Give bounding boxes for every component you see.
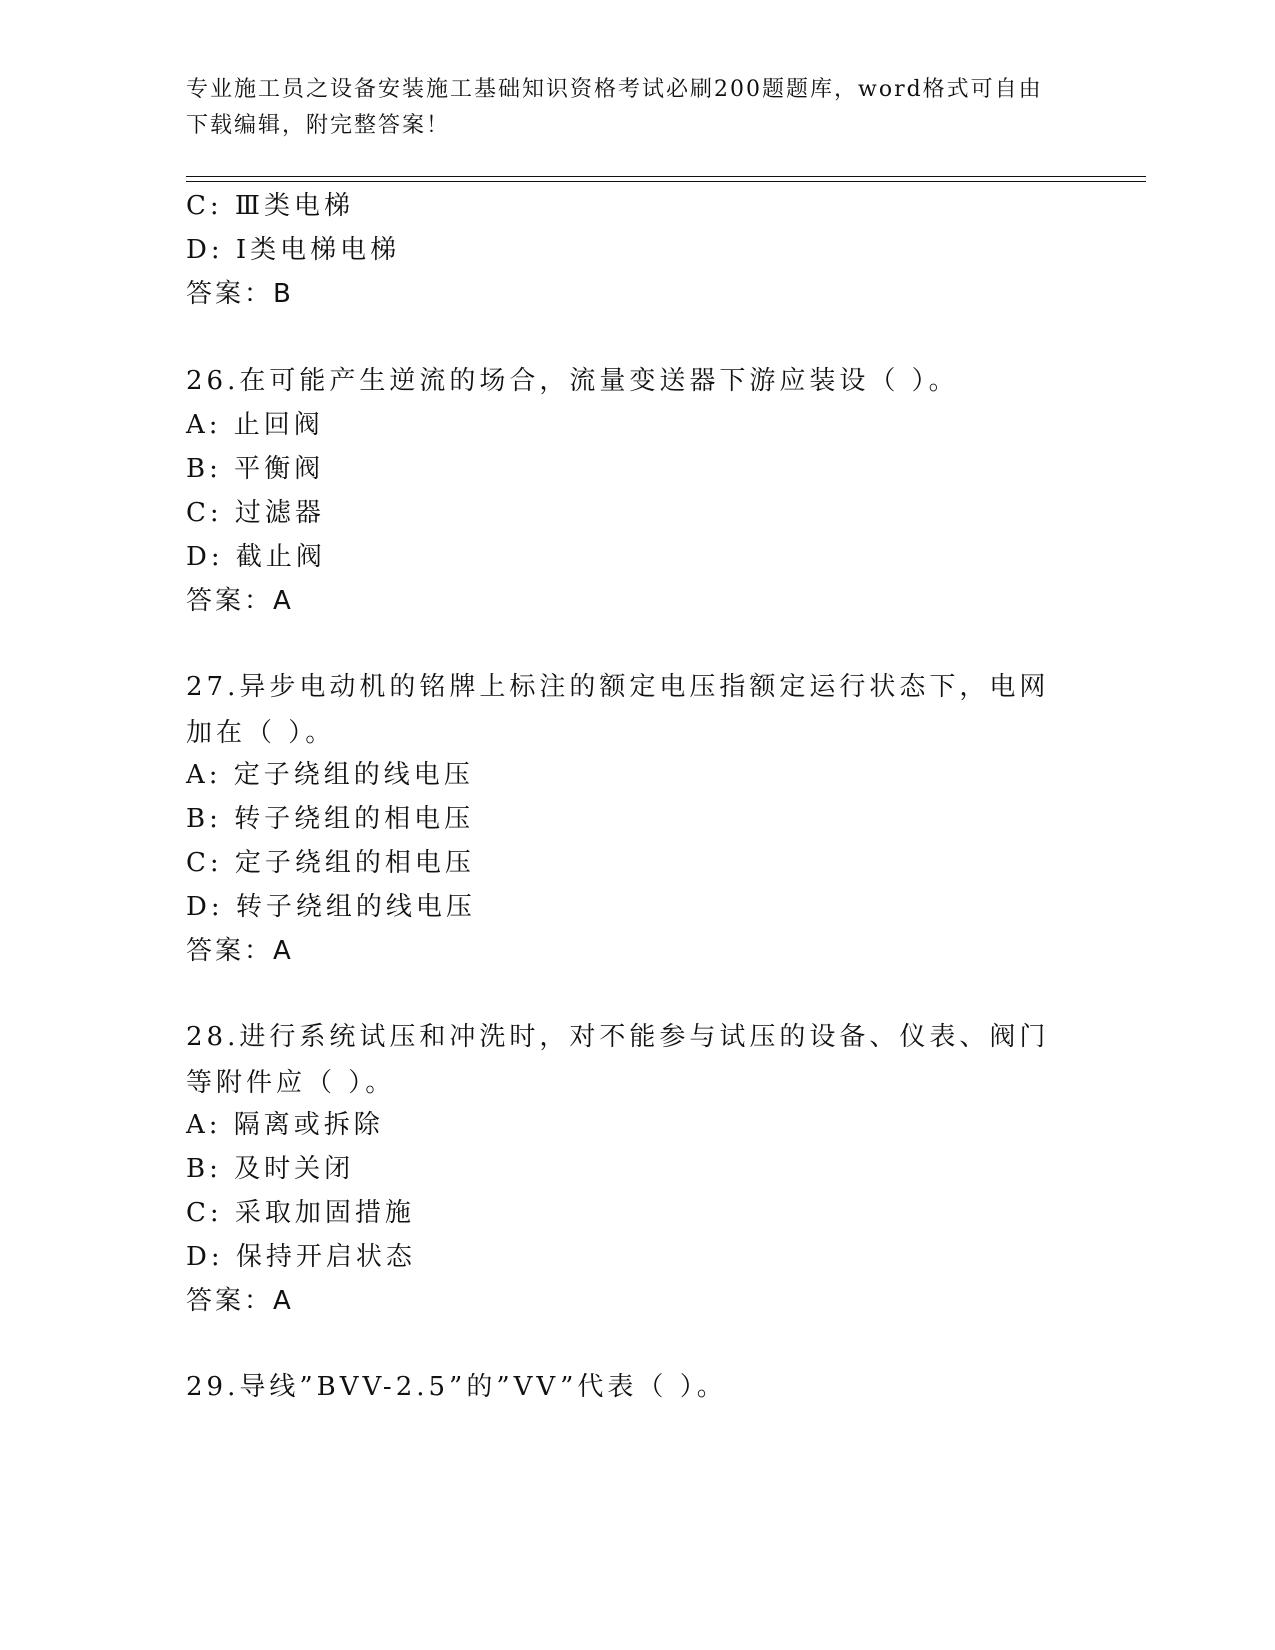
header-divider-bottom — [186, 181, 1146, 182]
option-a: A: 止回阀 — [186, 410, 324, 440]
option-b: B: 平衡阀 — [186, 454, 325, 484]
option-d: D: 保持开启状态 — [186, 1242, 416, 1272]
answer: 答案：A — [186, 1286, 294, 1316]
question-stem: 29.导线”BVV-2.5”的”VV”代表（ ）。 — [186, 1372, 727, 1402]
option-d: D: 截止阀 — [186, 542, 326, 572]
option-a: A: 定子绕组的线电压 — [186, 760, 474, 790]
option-c: C: Ⅲ类电梯 — [186, 191, 354, 221]
option-b: B: 及时关闭 — [186, 1154, 355, 1184]
answer: 答案：A — [186, 586, 294, 616]
option-a: A: 隔离或拆除 — [186, 1110, 384, 1140]
option-d: D: 转子绕组的线电压 — [186, 892, 476, 922]
option-d: D: Ⅰ类电梯电梯 — [186, 235, 401, 265]
question-stem: 27.异步电动机的铭牌上标注的额定电压指额定运行状态下，电网加在（ ）。 — [186, 672, 1050, 748]
header-divider-top — [186, 176, 1146, 177]
question-stem: 26.在可能产生逆流的场合，流量变送器下游应装设（ ）。 — [186, 366, 959, 396]
option-c: C: 过滤器 — [186, 498, 325, 528]
answer: 答案：A — [186, 936, 294, 966]
answer: 答案：B — [186, 279, 294, 309]
option-c: C: 定子绕组的相电压 — [186, 848, 475, 878]
document-header: 专业施工员之设备安装施工基础知识资格考试必刷200题题库，word格式可自由下载编辑，附完整答案！ — [186, 77, 1043, 138]
option-c: C: 采取加固措施 — [186, 1198, 415, 1228]
option-b: B: 转子绕组的相电压 — [186, 804, 475, 834]
question-stem: 28.进行系统试压和冲洗时，对不能参与试压的设备、仪表、阀门等附件应（ ）。 — [186, 1022, 1050, 1098]
